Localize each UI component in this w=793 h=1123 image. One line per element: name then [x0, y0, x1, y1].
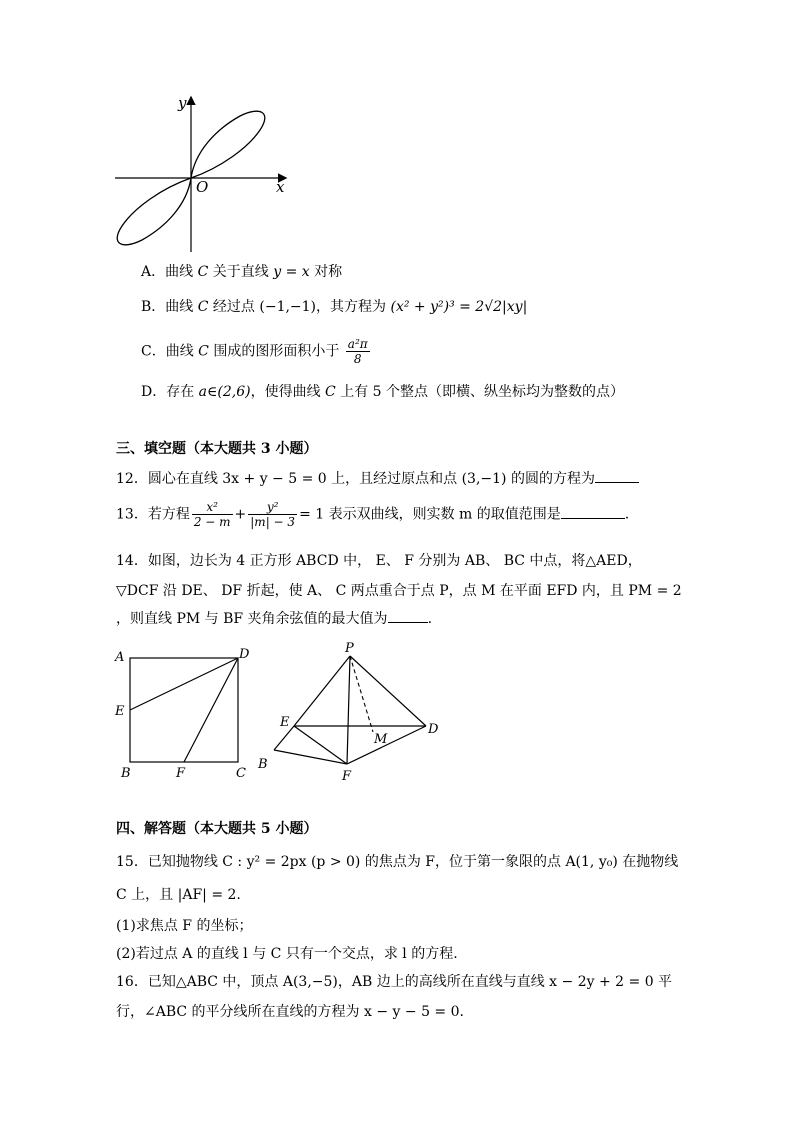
option-c-fraction: $\frac{\text{a²π}}{8}$: [347, 337, 368, 366]
square-abcd: [130, 658, 238, 762]
question-15-line-1: 15．已知抛物线 C : y² = 2px (p > 0) 的焦点为 F，位于第一象限的点 A(1, y₀) 在抛物线: [116, 854, 679, 870]
option-a: A．曲线 C 关于直线 y = x 对称: [141, 264, 343, 280]
option-c: C．曲线 C 围成的图形面积小于 $\frac{\text{a²π}}{8}$: [141, 337, 368, 366]
edge-ef: [294, 726, 347, 764]
question-15-part-1: (1)求焦点 F 的坐标；: [116, 918, 253, 934]
question-14-line-2: ▽DCF 沿 DE、 DF 折起，使 A、 C 两点重合于点 P，点 M 在平面 EFD 内，且 PM = 2: [116, 583, 682, 599]
option-b: B．曲线 C 经过点 (−1,−1)，其方程为 (x² + y²)³ = 2√2|xy|: [141, 299, 528, 315]
q13-fraction-1: $\frac{\text{x²}}{2 - m}$: [193, 500, 231, 529]
question-15-part-2: (2)若过点 A 的直线 l 与 C 只有一个交点，求 l 的方程.: [116, 946, 458, 962]
label-e2: E: [280, 715, 290, 730]
label-b: B: [121, 766, 131, 781]
question-16-line-2: 行，∠ABC 的平分线所在直线的方程为 x − y − 5 = 0.: [116, 1004, 464, 1020]
question-15-line-2: C 上，且 |AF| = 2.: [116, 887, 241, 903]
section3-title: 三、填空题（本大题共 3 小题）: [116, 441, 318, 457]
label-f: F: [176, 766, 186, 781]
graph-label-y: y: [178, 94, 187, 112]
q13-fraction-2: $\frac{\text{y²}}{|m| - 3}$: [250, 500, 296, 529]
segment-fd: [184, 658, 238, 762]
answer-blank-13: [561, 504, 625, 519]
label-m: M: [374, 732, 388, 747]
question-14-line-3: ，则直线 PM 与 BF 夹角余弦值的最大值为 .: [116, 608, 432, 630]
question-12: 12．圆心在直线 3x + y − 5 = 0 上，且经过原点和点 (3,−1) 的圆的方程为: [116, 468, 639, 490]
edge-pf: [347, 656, 350, 764]
curve-graph: [110, 92, 300, 260]
label-d2: D: [428, 722, 439, 737]
label-b2: B: [258, 757, 268, 772]
curve-lower-lobe: [117, 178, 191, 245]
answer-blank-14: [388, 608, 428, 623]
pyramid-figure: [250, 638, 450, 788]
label-a: A: [115, 650, 125, 665]
edge-bf: [274, 750, 347, 764]
question-13: 13．若方程 $\frac{\text{x²}}{2 - m}$ + $\frac{\text{y²}}{|m| - 3}$ = 1 表示双曲线，则实数 m 的取值范围是 .: [116, 500, 630, 529]
edge-pd: [350, 656, 426, 726]
label-d: D: [239, 647, 250, 662]
label-c: C: [236, 766, 246, 781]
edge-pe: [294, 656, 350, 726]
curve-upper-lobe: [191, 111, 265, 178]
label-e: E: [115, 704, 125, 719]
question-14-line-1: 14．如图，边长为 4 正方形 ABCD 中， E、 F 分别为 AB、 BC 中点，将△AED，: [116, 553, 642, 569]
option-d: D．存在 a∈(2,6)，使得曲线 C 上有 5 个整点（即横、纵坐标均为整数的点）: [141, 384, 625, 400]
segment-ed: [130, 658, 238, 710]
graph-label-x: x: [276, 178, 285, 196]
label-f2: F: [342, 769, 352, 784]
square-figure: [112, 644, 262, 784]
answer-blank-12: [595, 468, 639, 483]
graph-label-o: O: [196, 178, 209, 196]
question-16-line-1: 16．已知△ABC 中，顶点 A(3,−5)，AB 边上的高线所在直线与直线 x − 2y + 2 = 0 平: [116, 974, 673, 990]
label-p: P: [345, 641, 354, 656]
section4-title: 四、解答题（本大题共 5 小题）: [116, 821, 318, 837]
